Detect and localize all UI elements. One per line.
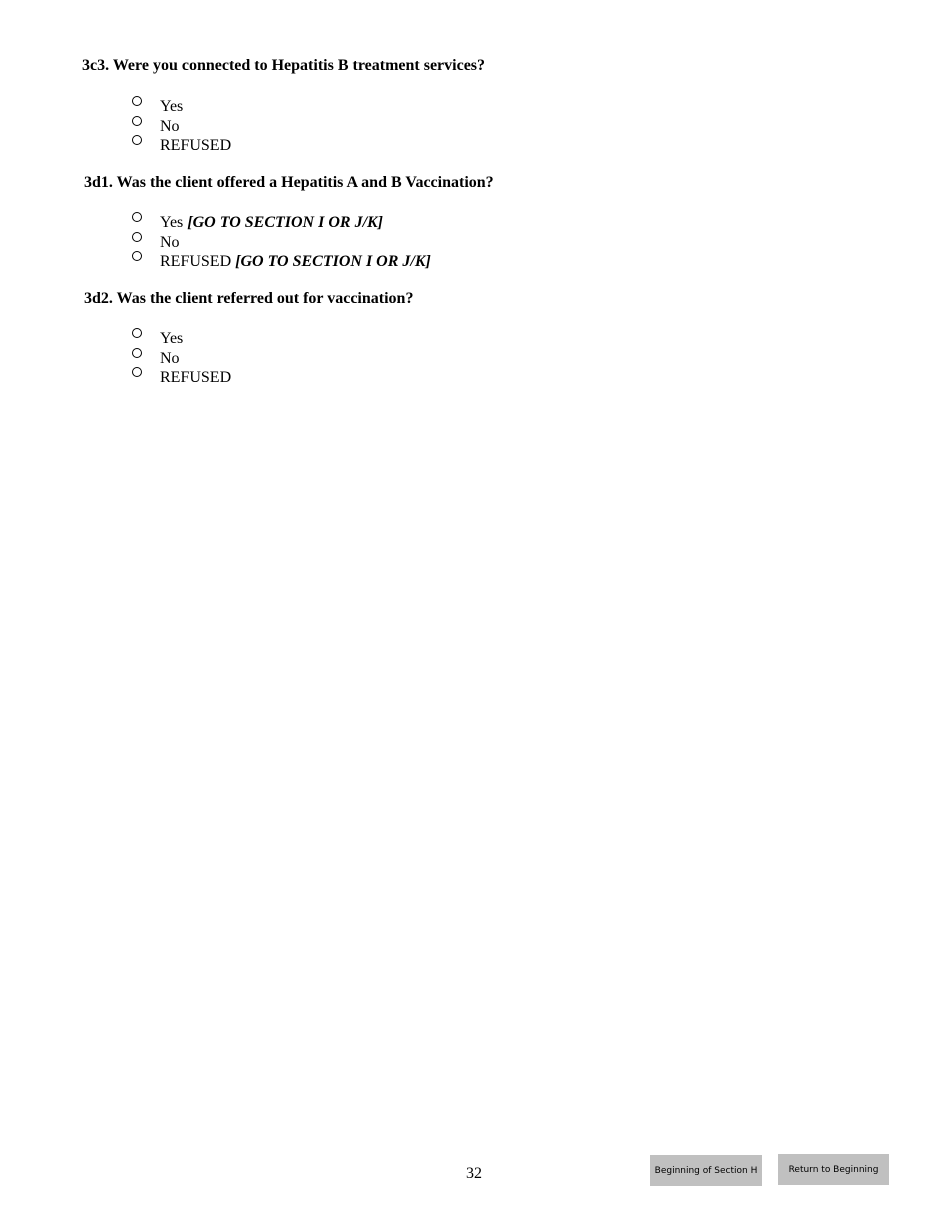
option-label: REFUSED xyxy=(160,369,232,386)
return-to-beginning-button[interactable]: Return to Beginning xyxy=(778,1154,889,1185)
radio-button-icon[interactable] xyxy=(132,135,142,145)
option-label: Yes xyxy=(160,98,184,115)
radio-button-icon[interactable] xyxy=(132,232,142,242)
radio-button-icon[interactable] xyxy=(132,251,142,261)
option-label: No xyxy=(160,349,180,367)
radio-button-icon[interactable] xyxy=(132,367,142,377)
question-3d1-text: 3d1. Was the client offered a Hepatitis A and B Vaccination? xyxy=(84,174,494,191)
radio-button-icon[interactable] xyxy=(132,348,142,358)
radio-button-icon[interactable] xyxy=(132,328,142,338)
option-label: Yes xyxy=(160,214,184,231)
page-number: 32 xyxy=(466,1165,482,1182)
beginning-of-section-button[interactable]: Beginning of Section H xyxy=(650,1155,762,1186)
skip-instruction: [GO TO SECTION I OR J/K] xyxy=(235,253,431,270)
radio-button-icon[interactable] xyxy=(132,96,142,106)
option-label: Yes xyxy=(160,330,184,347)
question-3d2-text: 3d2. Was the client referred out for vaccination? xyxy=(84,290,414,307)
option-label: No xyxy=(160,117,180,135)
radio-button-icon[interactable] xyxy=(132,212,142,222)
option-label: REFUSED xyxy=(160,137,232,154)
option-label: No xyxy=(160,233,180,251)
skip-instruction: [GO TO SECTION I OR J/K] xyxy=(187,214,384,231)
radio-button-icon[interactable] xyxy=(132,116,142,126)
option-label: REFUSED xyxy=(160,253,232,270)
question-3c3-text: 3c3. Were you connected to Hepatitis B treatment services? xyxy=(82,57,486,74)
